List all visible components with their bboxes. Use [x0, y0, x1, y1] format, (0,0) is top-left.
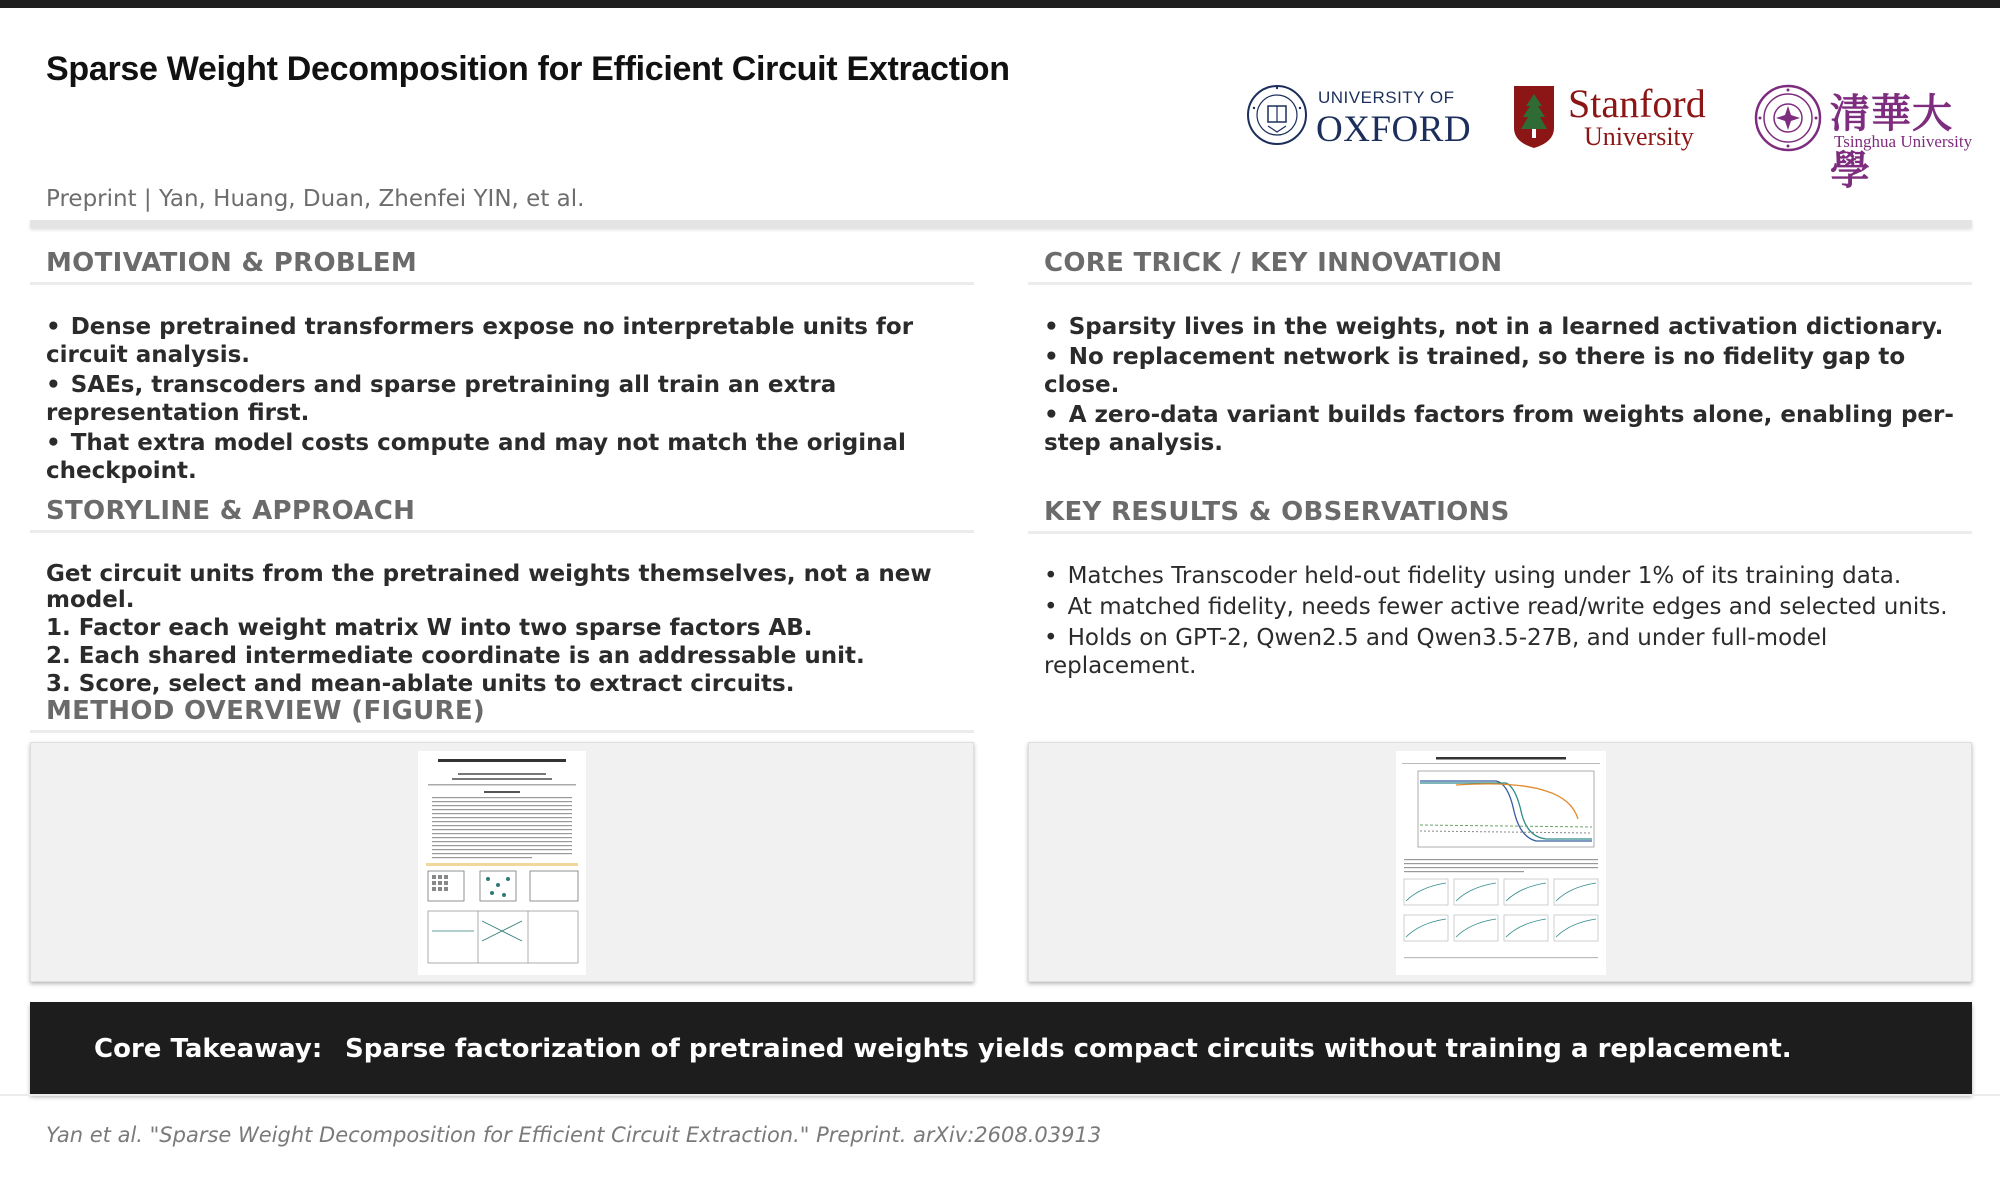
results-list [1044, 562, 1964, 683]
author-line: Preprint | Yan, Huang, Duan, Zhenfei YIN, et al. [46, 186, 585, 212]
paper-page-thumbnail [418, 751, 586, 975]
stanford-tree-icon [1512, 84, 1556, 150]
list-item: • Matches Transcoder held-out fidelity using under 1% of its training data. [1044, 563, 1902, 589]
method-heading: METHOD OVERVIEW (FIGURE) [46, 696, 486, 726]
core-trick-rule [1028, 282, 1972, 285]
tsinghua-logo-line2: Tsinghua University [1834, 132, 1973, 151]
list-item: • Sparsity lives in the weights, not in a learned activation dictionary. [1044, 314, 1944, 340]
storyline-list [46, 561, 966, 699]
results-page-thumbnail [1396, 751, 1606, 975]
list-item: • Dense pretrained transformers expose no interpretable units for circuit analysis. [46, 314, 914, 368]
header-divider [30, 220, 1972, 228]
poster-title: Sparse Weight Decomposition for Efficient Circuit Extraction [46, 50, 1010, 88]
takeaway-label: Core Takeaway: [94, 1034, 323, 1064]
oxford-logo-line1: UNIVERSITY OF [1318, 88, 1455, 107]
storyline-heading: STORYLINE & APPROACH [46, 496, 416, 526]
method-figure-right [1028, 742, 1972, 982]
list-item: 1. Factor each weight matrix W into two sparse factors AB. [46, 615, 813, 641]
tsinghua-logo [1754, 82, 1974, 194]
list-item: 2. Each shared intermediate coordinate is an addressable unit. [46, 643, 865, 669]
stanford-logo-line1: Stanford [1568, 81, 1706, 126]
list-item: • At matched fidelity, needs fewer active read/write edges and selected units. [1044, 594, 1948, 620]
core-trick-heading: CORE TRICK / KEY INNOVATION [1044, 248, 1503, 278]
motivation-list [46, 313, 966, 487]
list-item: • A zero-data variant builds factors from weights alone, enabling per-step analysis. [1044, 402, 1954, 456]
oxford-logo [1246, 82, 1486, 154]
core-takeaway-banner [30, 1002, 1972, 1094]
tsinghua-seal-icon [1754, 84, 1822, 152]
list-item: • Holds on GPT-2, Qwen2.5 and Qwen3.5-27B, and under full-model replacement. [1044, 625, 1828, 679]
footer-divider [0, 1094, 2000, 1096]
takeaway-text: Sparse factorization of pretrained weights yields compact circuits without training a replacement. [345, 1034, 1792, 1064]
list-item: • SAEs, transcoders and sparse pretraining all train an extra representation first. [46, 372, 837, 426]
stanford-logo-line2: University [1584, 122, 1694, 151]
storyline-rule [30, 530, 974, 533]
method-rule [30, 730, 974, 733]
results-heading: KEY RESULTS & OBSERVATIONS [1044, 497, 1510, 527]
list-item: 3. Score, select and mean-ablate units to extract circuits. [46, 671, 795, 697]
citation: Yan et al. "Sparse Weight Decomposition for Efficient Circuit Extraction." Preprint. arXiv:2608.03913 [46, 1123, 1102, 1147]
list-item: • That extra model costs compute and may not match the original checkpoint. [46, 430, 906, 484]
tsinghua-logo-line1: 清華大學 [1830, 90, 1953, 194]
list-item: • No replacement network is trained, so there is no fidelity gap to close. [1044, 344, 1906, 398]
oxford-seal-icon [1246, 82, 1308, 152]
core-trick-list [1044, 313, 1964, 459]
motivation-heading: MOTIVATION & PROBLEM [46, 248, 418, 278]
method-figure-left [30, 742, 974, 982]
oxford-logo-line2: OXFORD [1316, 109, 1472, 150]
top-bar [0, 0, 2000, 8]
motivation-rule [30, 282, 974, 285]
list-item: Get circuit units from the pretrained weights themselves, not a new model. [46, 561, 932, 613]
stanford-logo [1512, 80, 1727, 156]
results-rule [1028, 531, 1972, 534]
